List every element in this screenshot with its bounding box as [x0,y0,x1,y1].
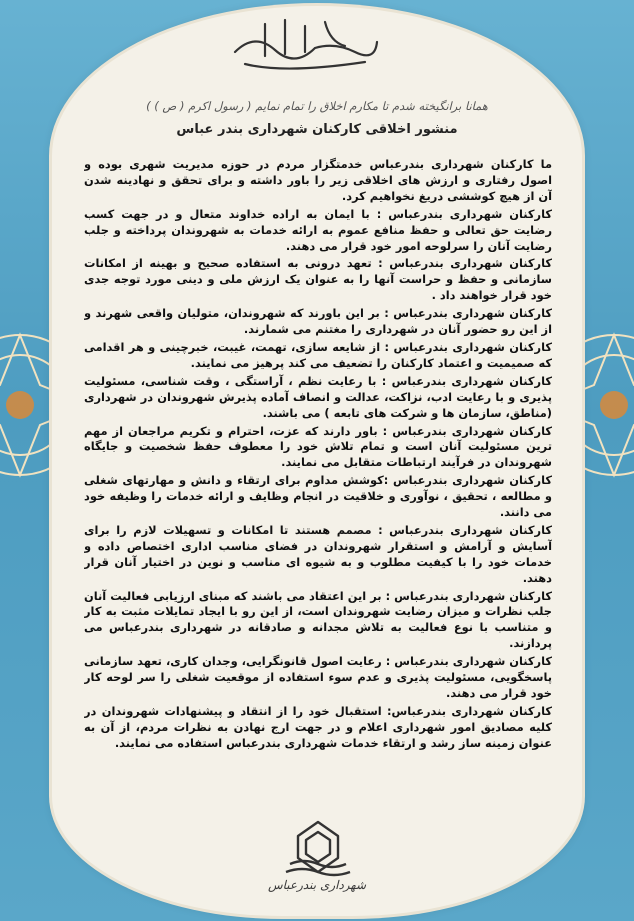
charter-paragraph: کارکنان شهرداری بندرعباس : رعایت اصول قانونگرایی، وجدان کاری، تعهد سازمانی پاسخگویی، مسئولیت پذیری و عدم سوء استفاده از موقعیت شغلی را سر لوحه کار خود قرار می دهند. [84,654,552,700]
charter-paragraph: کارکنان شهرداری بندرعباس : بر این باورند که شهروندان، متولیان واقعی شهرند و از این رو حضور آنان در شهرداری را مغتنم می شمارند. [84,306,552,337]
charter-paragraph: کارکنان شهرداری بندرعباس : مصمم هستند تا امکانات و تسهیلات لازم را برای آسایش و آرامش و استقرار شهروندان در فضای مناسب اداری اختصاص داده و خدمات خود را با کیفیت مطلوب و به شیوه ای مناسب و نوین در اختیار آنان قرار دهند. [84,522,552,585]
charter-paragraph: کارکنان شهرداری بندرعباس : با رعایت نظم ، آراستگی ، وقت شناسی، مسئولیت پذیری و با رعایت ادب، نزاکت، عدالت و انصاف آماده پذیرش شهروندان در شهرداری (مناطق، سازمان ها و شرکت های تابعه ) می باشند. [84,373,552,420]
charter-paragraph: کارکنان شهرداری بندرعباس : از شایعه سازی، تهمت، غیبت، خبرچینی و هر اقدامی که صمیمیت و اعتماد کارکنان را تضعیف می کند پرهیز می نمایند. [84,339,552,370]
charter-body [84,157,552,765]
charter-paragraph: ما کارکنان شهرداری بندرعباس خدمتگزار مردم در حوزه مدیریت شهری بوده و اصول رفتاری و ارزش های اخلاقی زیر را باور داشته و برای تحقق و نهادینه شدن آن از هیچ کوششی دریغ نخواهیم کرد. [84,157,552,203]
municipality-name: شهرداری بندرعباس [267,878,367,892]
charter-paragraph: کارکنان شهرداری بندرعباس: استقبال خود را از انتقاد و پیشنهادات شهروندان در کلیه مصادیق امور شهرداری اعلام و در جهت ارج نهادن به نظرات مردم، از آن به عنوان زمینه ساز رشد و ارتقاء خدمات شهرداری بندرعباس استفاده می نمایند. [84,703,552,750]
charter-paragraph: کارکنان شهرداری بندرعباس : باور دارند که عزت، احترام و تکریم مراجعان از مهم ترین مسئولیت آنان است و تمام تلاش خود را معطوف حفظ شخصیت و جایگاه شهروندان در فرآیند ارتباطات متقابل می نمایند. [84,423,552,470]
charter-paragraph: کارکنان شهرداری بندرعباس : تعهد درونی به استفاده صحیح و بهینه از امکانات سازمانی و حفظ و حراست آنها را به عنوان یک ارزش ملی و دینی مورد توجه جدی خود قرار خواهند داد . [84,256,552,303]
charter-paragraph: کارکنان شهرداری بندرعباس : با ایمان به اراده خداوند متعال و در جهت کسب رضایت حق تعالی و حفظ منافع عموم به ارائه خدمات به شهروندان پرداخته و جلب رضایت آنان را سرلوحه امور خود قرار می دهند. [84,206,552,253]
bismillah-calligraphy [225,12,385,76]
page-title: منشور اخلاقی کارکنان شهرداری بندر عباس [176,122,458,137]
charter-paragraph: کارکنان شهرداری بندرعباس :کوشش مداوم برای ارتقاء و دانش و مهارتهای شغلی و مطالعه ، تحقیق ، نوآوری و خلاقیت در انجام وظایف و ارائه خدمات را وظیفه خود می دانند. [84,473,552,520]
municipality-logo-icon [280,818,356,878]
hadith-quote: همانا برانگیخته شدم تا مکارم اخلاق را تمام نمایم ( رسول اکرم ( ص ) ) [146,99,488,113]
charter-paragraph: کارکنان شهرداری بندرعباس : بر این اعتقاد می باشند که مبنای ارزیابی فعالیت آنان جلب نظرات و میزان رضایت شهروندان است، از این رو با ایجاد تمایلات مثبت به کار و متناسب با نوع فعالیت به تلاش مجدانه و صادقانه در شهرداری بندرعباس می پردازند. [84,588,552,651]
